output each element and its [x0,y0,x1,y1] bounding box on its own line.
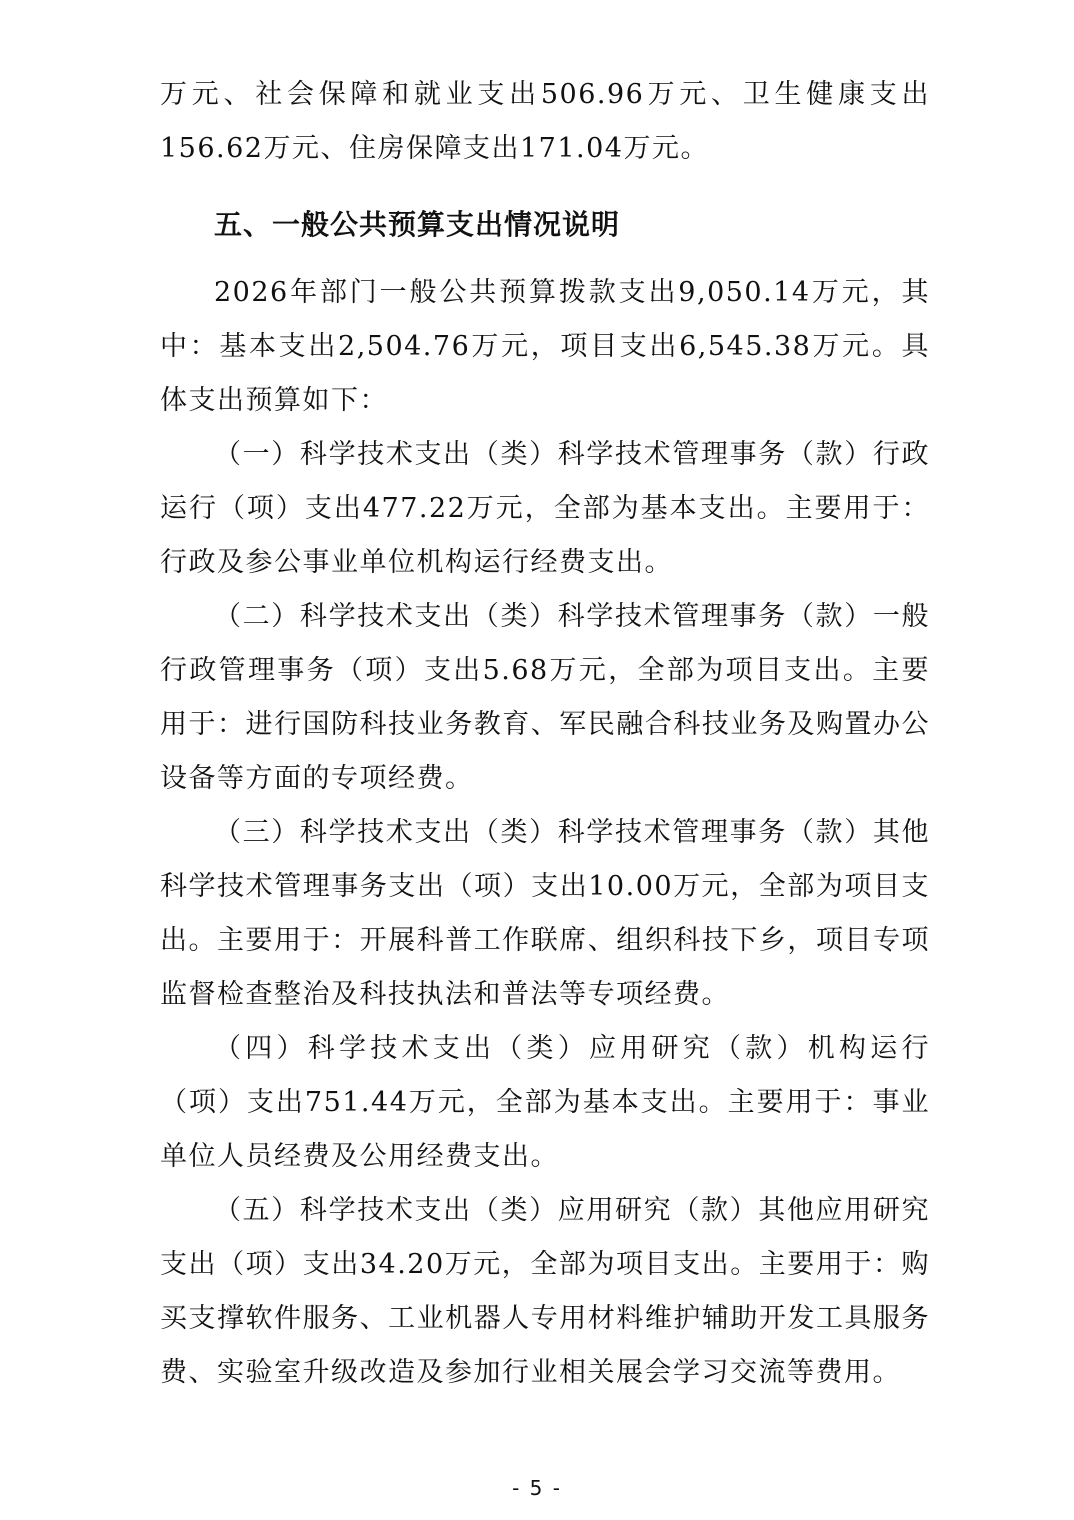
document-body [160,68,930,1400]
section-heading: 五、一般公共预算支出情况说明 [214,208,621,241]
item-paragraph-4: （四）科学技术支出（类）应用研究（款）机构运行（项）支出751.44万元，全部为基本支出。主要用于：事业单位人员经费及公用经费支出。 [160,1033,930,1172]
item-paragraph-2: （二）科学技术支出（类）科学技术管理事务（款）一般行政管理事务（项）支出5.68万元，全部为项目支出。主要用于：进行国防科技业务教育、军民融合科技业务及购置办公设备等方面的专项经费。 [160,601,930,794]
item-paragraph-1: （一）科学技术支出（类）科学技术管理事务（款）行政运行（项）支出477.22万元，全部为基本支出。主要用于：行政及参公事业单位机构运行经费支出。 [160,439,930,578]
page-number: - 5 - [512,1476,562,1500]
item-paragraph-3: （三）科学技术支出（类）科学技术管理事务（款）其他科学技术管理事务支出（项）支出10.00万元，全部为项目支出。主要用于：开展科普工作联席、组织科技下乡，项目专项监督检查整治及科技执法和普法等专项经费。 [160,817,930,1010]
item-paragraph-5: （五）科学技术支出（类）应用研究（款）其他应用研究支出（项）支出34.20万元，全部为项目支出。主要用于：购买支撑软件服务、工业机器人专用材料维护辅助开发工具服务费、实验室升级改造及参加行业相关展会学习交流等费用。 [160,1195,930,1388]
intro-paragraph: 2026年部门一般公共预算拨款支出9,050.14万元，其中：基本支出2,504.76万元，项目支出6,545.38万元。具体支出预算如下： [160,277,930,416]
continuation-paragraph: 万元、社会保障和就业支出506.96万元、卫生健康支出156.62万元、住房保障支出171.04万元。 [160,79,930,164]
